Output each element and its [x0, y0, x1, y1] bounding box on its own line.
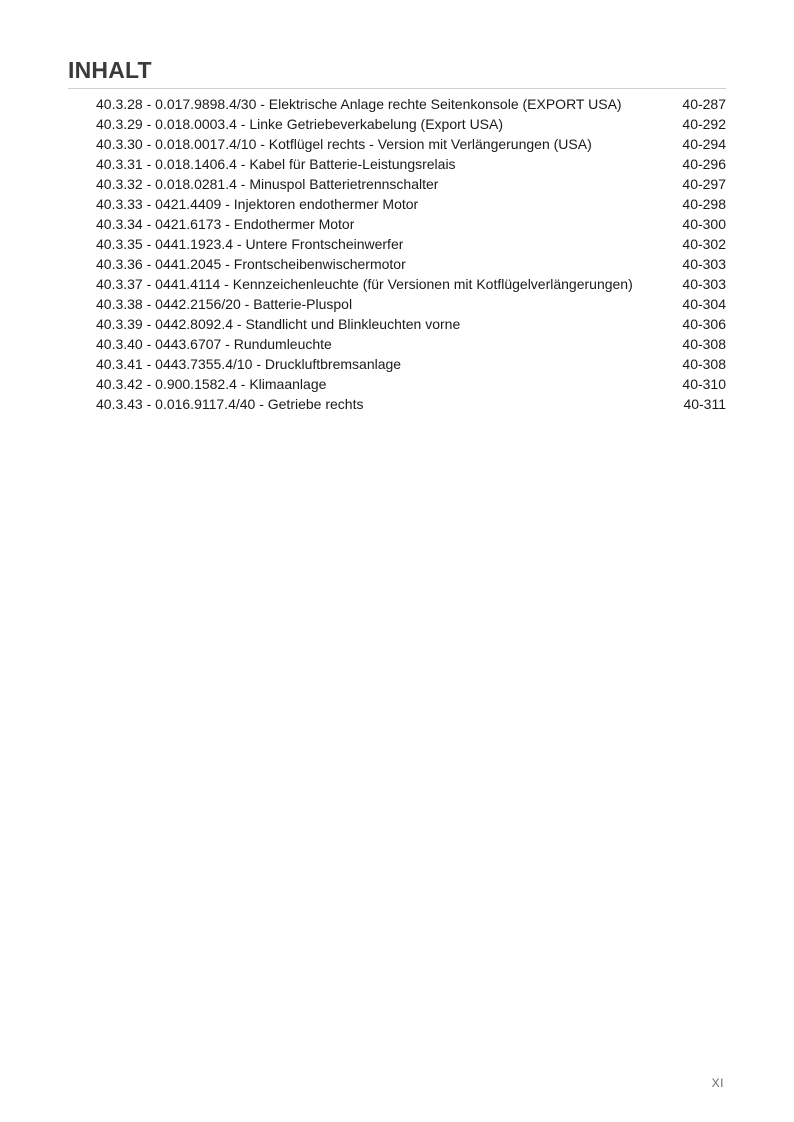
toc-entry[interactable] — [96, 194, 726, 214]
toc-entry-title: 40.3.33 - 0421.4409 - Injektoren endothermer Motor — [96, 196, 419, 212]
title-divider — [68, 88, 726, 89]
toc-entry[interactable] — [96, 174, 726, 194]
toc-entry[interactable] — [96, 234, 726, 254]
toc-entry-title: 40.3.34 - 0421.6173 - Endothermer Motor — [96, 216, 355, 232]
toc-entry[interactable] — [96, 274, 726, 294]
toc-entry[interactable] — [96, 154, 726, 174]
table-of-contents — [96, 94, 726, 414]
toc-entry[interactable] — [96, 374, 726, 394]
toc-entry-title: 40.3.32 - 0.018.0281.4 - Minuspol Batterietrennschalter — [96, 176, 439, 192]
toc-entry-title: 40.3.37 - 0441.4114 - Kennzeichenleuchte (für Versionen mit Kotflügelverlängerungen) — [96, 276, 633, 292]
toc-entry-title: 40.3.28 - 0.017.9898.4/30 - Elektrische Anlage rechte Seitenkonsole (EXPORT USA) — [96, 96, 622, 112]
toc-entry[interactable] — [96, 114, 726, 134]
toc-entry[interactable] — [96, 314, 726, 334]
toc-entry-page: 40-308 — [682, 336, 726, 352]
toc-entry-page: 40-303 — [682, 256, 726, 272]
toc-entry-page: 40-311 — [683, 396, 726, 412]
toc-entry-page: 40-298 — [682, 196, 726, 212]
toc-entry[interactable] — [96, 334, 726, 354]
toc-entry[interactable] — [96, 394, 726, 414]
toc-entry-title: 40.3.39 - 0442.8092.4 - Standlicht und Blinkleuchten vorne — [96, 316, 461, 332]
toc-entry-page: 40-304 — [682, 296, 726, 312]
toc-entry-page: 40-297 — [682, 176, 726, 192]
toc-entry-title: 40.3.41 - 0443.7355.4/10 - Druckluftbremsanlage — [96, 356, 402, 372]
toc-entry-title: 40.3.38 - 0442.2156/20 - Batterie-Pluspol — [96, 296, 353, 312]
toc-entry-title: 40.3.30 - 0.018.0017.4/10 - Kotflügel rechts - Version mit Verlängerungen (USA) — [96, 136, 592, 152]
toc-entry[interactable] — [96, 94, 726, 114]
toc-entry-page: 40-310 — [682, 376, 726, 392]
toc-entry[interactable] — [96, 214, 726, 234]
toc-entry-page: 40-303 — [682, 276, 726, 292]
toc-entry-page: 40-302 — [682, 236, 726, 252]
page-number: XI — [711, 1076, 724, 1090]
toc-entry-title: 40.3.40 - 0443.6707 - Rundumleuchte — [96, 336, 332, 352]
toc-entry-page: 40-292 — [682, 116, 726, 132]
toc-entry-title: 40.3.35 - 0441.1923.4 - Untere Frontscheinwerfer — [96, 236, 404, 252]
toc-entry-page: 40-294 — [682, 136, 726, 152]
toc-entry-title: 40.3.43 - 0.016.9117.4/40 - Getriebe rechts — [96, 396, 364, 412]
toc-entry-page: 40-300 — [682, 216, 726, 232]
toc-entry-page: 40-296 — [682, 156, 726, 172]
toc-entry[interactable] — [96, 294, 726, 314]
toc-entry-title: 40.3.42 - 0.900.1582.4 - Klimaanlage — [96, 376, 327, 392]
toc-entry-page: 40-287 — [682, 96, 726, 112]
toc-entry[interactable] — [96, 134, 726, 154]
toc-entry[interactable] — [96, 254, 726, 274]
toc-entry[interactable] — [96, 354, 726, 374]
toc-entry-title: 40.3.36 - 0441.2045 - Frontscheibenwischermotor — [96, 256, 406, 272]
toc-entry-title: 40.3.31 - 0.018.1406.4 - Kabel für Batterie-Leistungsrelais — [96, 156, 456, 172]
toc-entry-page: 40-308 — [682, 356, 726, 372]
toc-entry-page: 40-306 — [682, 316, 726, 332]
toc-entry-title: 40.3.29 - 0.018.0003.4 - Linke Getriebeverkabelung (Export USA) — [96, 116, 504, 132]
page-title: INHALT — [68, 57, 152, 83]
